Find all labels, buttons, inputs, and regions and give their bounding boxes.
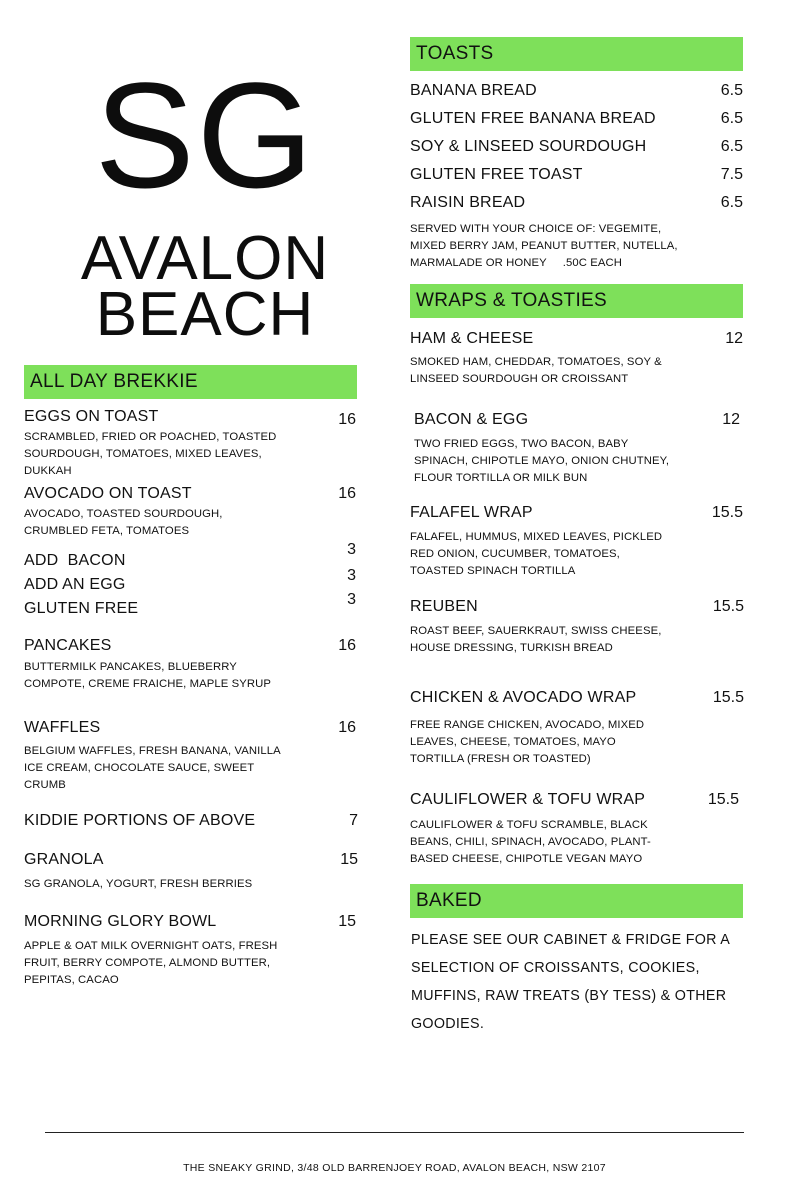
brekkie-item-desc (24, 659, 354, 693)
brekkie-item-name: WAFFLES (24, 719, 101, 736)
wrap-item-desc (410, 817, 730, 868)
toast-item-price: 6.5 (720, 194, 743, 211)
brekkie-item-desc-line: BELGIUM WAFFLES, FRESH BANANA, VANILLA (24, 745, 281, 757)
wrap-item-desc-line: CAULIFLOWER & TOFU SCRAMBLE, BLACK (410, 819, 648, 831)
toast-item-price: 7.5 (720, 166, 743, 183)
wrap-item-price: 15.5 (712, 689, 744, 706)
brekkie-header (24, 365, 357, 399)
wrap-item-desc (414, 436, 734, 487)
toasts-note-line: SERVED WITH YOUR CHOICE OF: VEGEMITE, (410, 223, 662, 235)
toast-item-price: 6.5 (720, 138, 743, 155)
brekkie-item-price: 15 (338, 913, 356, 930)
brekkie-item-desc-line: APPLE & OAT MILK OVERNIGHT OATS, FRESH (24, 940, 278, 952)
brekkie-item-price: 15 (340, 851, 358, 868)
addon-price: 3 (347, 591, 356, 608)
brekkie-item-desc (24, 938, 354, 989)
wrap-item-desc (410, 717, 730, 768)
footer-address: THE SNEAKY GRIND, 3/48 OLD BARRENJOEY ROAD, AVALON BEACH, NSW 2107 (183, 1162, 606, 1174)
wrap-item-price: 12 (722, 411, 740, 428)
toasts-note-line: MIXED BERRY JAM, PEANUT BUTTER, NUTELLA, (410, 240, 678, 252)
wrap-item-name: CAULIFLOWER & TOFU WRAP (410, 791, 646, 808)
brekkie-item-desc-line: FRUIT, BERRY COMPOTE, ALMOND BUTTER, (24, 957, 271, 969)
brekkie-item-desc-line: SCRAMBLED, FRIED OR POACHED, TOASTED (24, 431, 277, 443)
brekkie-item-price: 16 (338, 637, 356, 654)
wrap-item-desc-line: FREE RANGE CHICKEN, AVOCADO, MIXED (410, 719, 645, 731)
addon-name: ADD BACON (24, 552, 126, 569)
brekkie-item-name: EGGS ON TOAST (24, 408, 159, 425)
baked-line: SELECTION OF CROISSANTS, COOKIES, (411, 960, 700, 976)
brekkie-item-name: GRANOLA (24, 851, 104, 868)
wrap-item-desc-line: BEANS, CHILI, SPINACH, AVOCADO, PLANT- (410, 836, 651, 848)
brekkie-item-name: AVOCADO ON TOAST (24, 485, 192, 502)
logo-line-avalon: AVALON (80, 224, 330, 293)
toast-item-name: GLUTEN FREE BANANA BREAD (410, 110, 656, 127)
baked-title: BAKED (416, 890, 482, 911)
brekkie-item-desc-line: SG GRANOLA, YOGURT, FRESH BERRIES (24, 878, 253, 890)
brekkie-item-desc-line: SOURDOUGH, TOMATOES, MIXED LEAVES, (24, 448, 262, 460)
baked-line: PLEASE SEE OUR CABINET & FRIDGE FOR A (411, 932, 731, 948)
addon-price: 3 (347, 567, 356, 584)
wrap-item-price: 15.5 (711, 504, 743, 521)
brekkie-item-desc (24, 506, 354, 540)
wrap-item-desc-line: SMOKED HAM, CHEDDAR, TOMATOES, SOY & (410, 356, 662, 368)
wrap-item-desc-line: TWO FRIED EGGS, TWO BACON, BABY (414, 438, 629, 450)
toast-item-price: 6.5 (720, 110, 743, 127)
brekkie-item-price: 16 (338, 485, 356, 502)
baked-description (411, 926, 751, 1038)
wrap-item-name: FALAFEL WRAP (410, 504, 533, 521)
wrap-item-name: REUBEN (410, 598, 478, 615)
toasts-note-line: MARMALADE OR HONEY .50C EACH (410, 257, 623, 269)
wrap-item-desc-line: BASED CHEESE, CHIPOTLE VEGAN MAYO (410, 853, 643, 865)
toasts-title: TOASTS (416, 43, 494, 64)
brekkie-item-name: MORNING GLORY BOWL (24, 913, 217, 930)
wrap-item-desc-line: LINSEED SOURDOUGH OR CROISSANT (410, 373, 629, 385)
baked-line: GOODIES. (411, 1016, 485, 1032)
brekkie-item-price: 16 (338, 719, 356, 736)
wrap-item-desc-line: SPINACH, CHIPOTLE MAYO, ONION CHUTNEY, (414, 455, 670, 467)
brekkie-item-desc-line: DUKKAH (24, 465, 72, 477)
brekkie-item-name: PANCAKES (24, 637, 112, 654)
toast-item-name: RAISIN BREAD (410, 194, 526, 211)
footer-divider (45, 1132, 744, 1133)
wrap-item-desc-line: RED ONION, CUCUMBER, TOMATOES, (410, 548, 620, 560)
wrap-item-desc-line: LEAVES, CHEESE, TOMATOES, MAYO (410, 736, 616, 748)
wrap-item-desc (410, 623, 730, 657)
brekkie-item-desc-line: CRUMB (24, 779, 66, 791)
brekkie-title: ALL DAY BREKKIE (30, 371, 198, 392)
logo-line-beach: BEACH (95, 280, 315, 349)
brekkie-item-desc-line: BUTTERMILK PANCAKES, BLUEBERRY (24, 661, 237, 673)
wrap-item-desc-line: HOUSE DRESSING, TURKISH BREAD (410, 642, 613, 654)
brekkie-item-price: 16 (338, 411, 356, 428)
brekkie-item-name: KIDDIE PORTIONS OF ABOVE (24, 812, 256, 829)
wrap-item-price: 15.5 (712, 598, 744, 615)
toasts-header (410, 37, 743, 71)
baked-line: MUFFINS, RAW TREATS (BY TESS) & OTHER (411, 988, 727, 1004)
toast-item-name: SOY & LINSEED SOURDOUGH (410, 138, 647, 155)
wrap-item-price: 12 (725, 330, 743, 347)
brekkie-item-desc-line: PEPITAS, CACAO (24, 974, 119, 986)
wraps-header (410, 284, 743, 318)
baked-header (410, 884, 743, 918)
wrap-item-desc-line: FLOUR TORTILLA OR MILK BUN (414, 472, 588, 484)
toast-item-name: BANANA BREAD (410, 82, 537, 99)
toast-item-price: 6.5 (720, 82, 743, 99)
wrap-item-name: CHICKEN & AVOCADO WRAP (410, 689, 637, 706)
brekkie-item-desc-line: CRUMBLED FETA, TOMATOES (24, 525, 190, 537)
wrap-item-name: HAM & CHEESE (410, 330, 534, 347)
brekkie-item-desc-line: ICE CREAM, CHOCOLATE SAUCE, SWEET (24, 762, 255, 774)
wrap-item-name: BACON & EGG (414, 411, 529, 428)
addon-name: ADD AN EGG (24, 576, 126, 593)
wraps-title: WRAPS & TOASTIES (416, 290, 607, 311)
brekkie-item-desc (24, 876, 354, 893)
brekkie-item-desc-line: COMPOTE, CREME FRAICHE, MAPLE SYRUP (24, 678, 272, 690)
logo-mark: SG (94, 51, 316, 219)
toast-item-name: GLUTEN FREE TOAST (410, 166, 583, 183)
brekkie-item-desc (24, 743, 354, 794)
addon-price: 3 (347, 541, 356, 558)
addon-name: GLUTEN FREE (24, 600, 139, 617)
toasts-note (410, 221, 740, 272)
wrap-item-desc-line: TOASTED SPINACH TORTILLA (410, 565, 576, 577)
wrap-item-desc (410, 529, 730, 580)
wrap-item-price: 15.5 (707, 791, 739, 808)
brekkie-item-desc (24, 429, 354, 480)
wrap-item-desc-line: TORTILLA (FRESH OR TOASTED) (410, 753, 591, 765)
wrap-item-desc-line: FALAFEL, HUMMUS, MIXED LEAVES, PICKLED (410, 531, 663, 543)
brekkie-item-desc-line: AVOCADO, TOASTED SOURDOUGH, (24, 508, 223, 520)
brekkie-item-price: 7 (349, 812, 358, 829)
wrap-item-desc-line: ROAST BEEF, SAUERKRAUT, SWISS CHEESE, (410, 625, 662, 637)
wrap-item-desc (410, 354, 730, 388)
